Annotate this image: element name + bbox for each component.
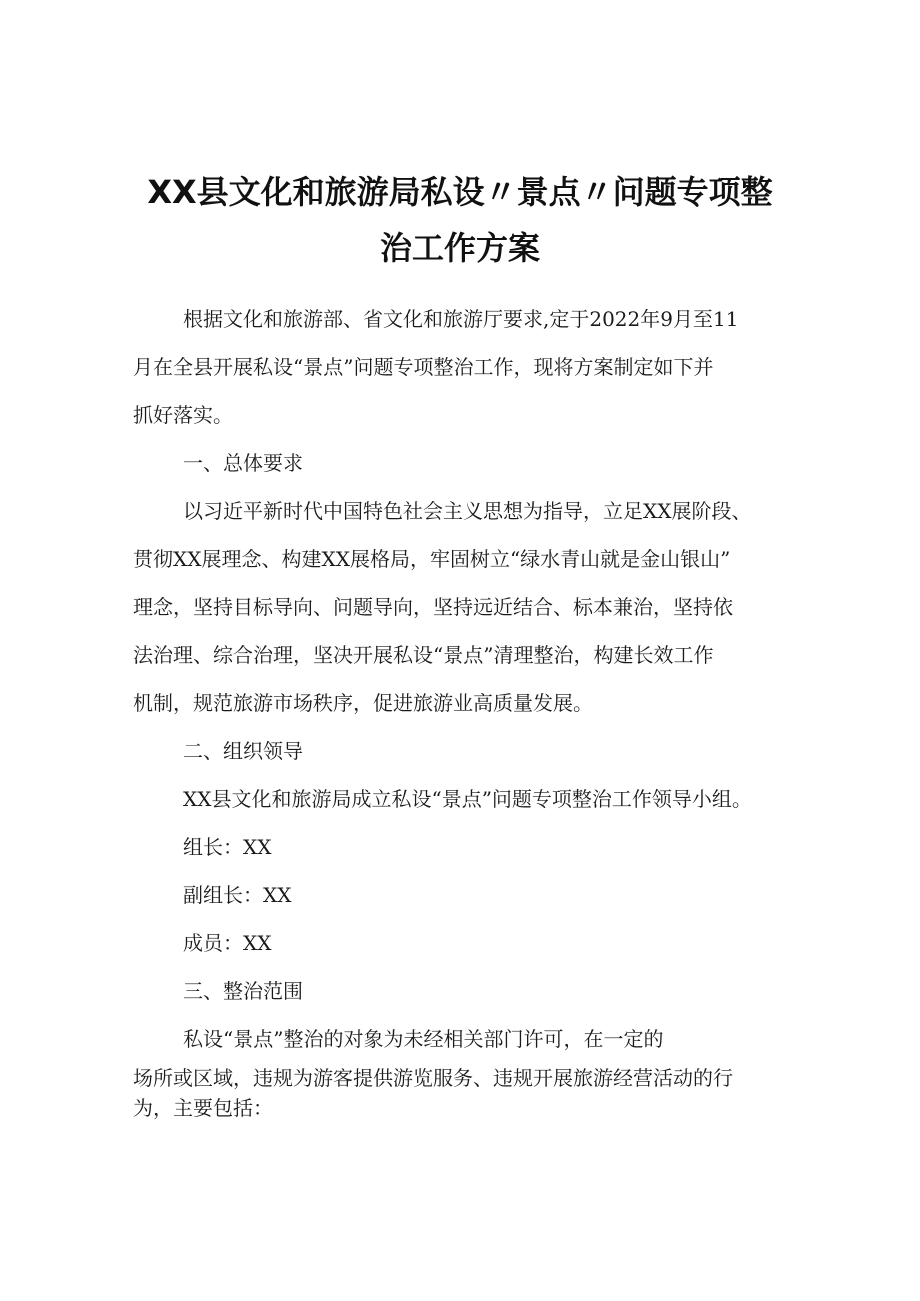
deputy-leader-line: 副组长：XX (183, 883, 292, 907)
section3-line-1: 私设“景点”整治的对象为未经相关部门许可，在一定的 (183, 1027, 664, 1051)
section1-line-5: 机制，规范旅游市场秩序，促进旅游业高质量发展。 (133, 691, 593, 715)
section-heading-general-requirements: 一、总体要求 (183, 451, 303, 475)
section1-line-4: 法治理、综合治理，坚决开展私设“景点”清理整治，构建长效工作 (133, 643, 714, 667)
intro-line-3: 抓好落实。 (133, 403, 233, 427)
section3-line-3: 为，主要包括： (133, 1096, 273, 1120)
section1-line-2: 贯彻XX展理念、构建XX展格局，牢固树立“绿水青山就是金山银山” (133, 547, 731, 571)
section-heading-organization: 二、组织领导 (183, 739, 303, 763)
section1-line-3: 理念，坚持目标导向、问题导向，坚持远近结合、标本兼治，坚持依 (133, 595, 733, 619)
section3-line-2: 场所或区域，违规为游客提供游览服务、违规开展旅游经营活动的行 (133, 1066, 733, 1090)
leader-line: 组长：XX (183, 835, 272, 859)
section1-line-1: 以习近平新时代中国特色社会主义思想为指导，立足XX展阶段、 (183, 499, 752, 523)
intro-line-1: 根据文化和旅游部、省文化和旅游厅要求,定于2022年9月至11 (183, 307, 739, 331)
document-title-line-2: 治工作方案 (379, 229, 540, 267)
members-line: 成员：XX (183, 931, 272, 955)
section-heading-scope: 三、整治范围 (183, 979, 303, 1003)
section2-body: XX县文化和旅游局成立私设“景点”问题专项整治工作领导小组。 (183, 787, 752, 811)
intro-line-2: 月在全县开展私设“景点”问题专项整治工作，现将方案制定如下并 (133, 355, 714, 379)
document-title-line-1: XX县文化和旅游局私设〃景点〃问题专项整 (147, 173, 773, 211)
